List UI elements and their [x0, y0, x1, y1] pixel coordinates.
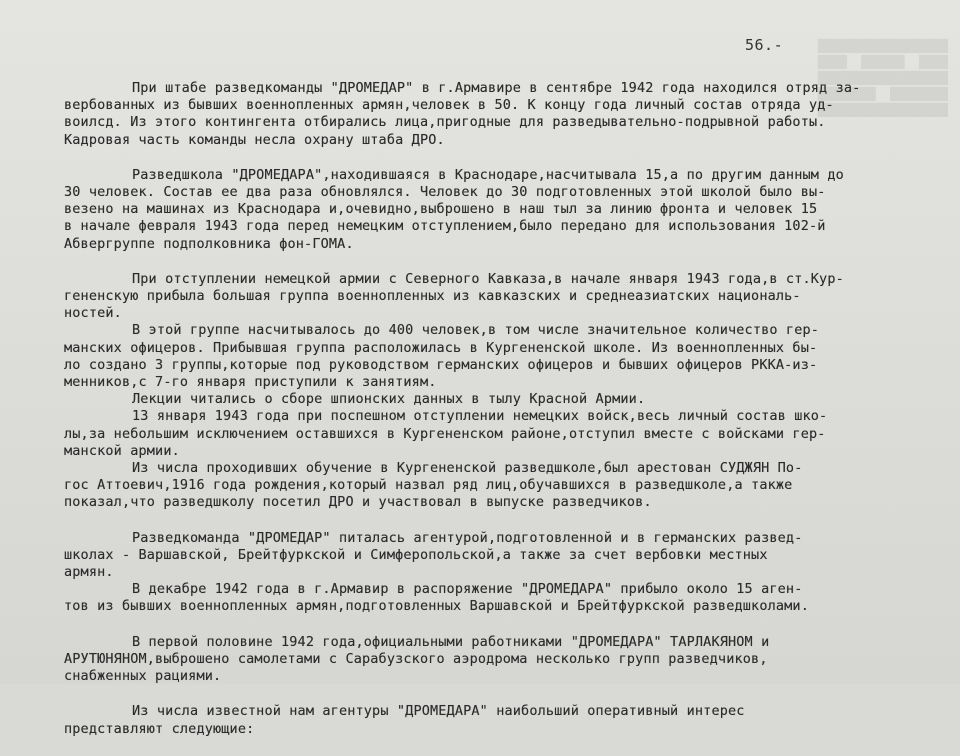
text-line: При штабе разведкоманды "ДРОМЕДАР" в г.Армавире в сентябре 1942 года находился отряд за- [132, 80, 861, 96]
text-line: 13 января 1943 года при поспешном отступлении немецких войск,весь личный состав шко- [132, 408, 828, 425]
text-line: манской армии. [64, 442, 180, 459]
page-number: 56.- [745, 36, 784, 54]
paragraph-9 [64, 581, 876, 615]
text-line: показал,что разведшколу посетил ДРО и участвовал в выпуске разведчиков. [64, 494, 652, 511]
text-line: тов из бывших военнопленных армян,подготовленных Варшавской и Брейтфуркской разведшколами. [64, 598, 809, 615]
text-line: ностей. [64, 305, 122, 322]
text-line: снабженных рациями. [64, 668, 222, 685]
text-line: Лекции читались о сборе шпионских данных в тылу Красной Армии. [132, 391, 646, 408]
text-line: лы,за небольшим исключением оставшихся в Кургененском районе,отступил вместе с войсками гер- [64, 425, 826, 442]
paragraph-11 [64, 703, 876, 737]
text-line: армян. [64, 564, 114, 581]
text-line: 30 человек. Состав ее два раза обновлялся. Человек до 30 подготовленных этой школой было вы- [64, 184, 826, 201]
paragraph-8 [64, 530, 876, 582]
text-line: ло создано 3 группы,которые под руководством германских офицеров и бывших офицеров РККА-из- [64, 356, 818, 373]
paragraph-1 [64, 80, 876, 149]
text-line: гененскую прибыла большая группа военнопленных из кавказских и среднеазиатских националь- [64, 288, 801, 305]
text-line: представляют следующие: [64, 720, 255, 737]
text-line: При отступлении немецкой армии с Северного Кавказа,в начале января 1943 года,в ст.Кур- [132, 270, 844, 287]
paragraph-6 [64, 408, 876, 460]
text-line: гос Аттоевич,1916 года рождения,который назвал ряд лиц,обучавшихся в разведшколе,а также [64, 477, 793, 494]
bleed-through-texture: ██████████████████ ████ ██████ ████ ██████████████████ ████████ ████████ ██████████████████ [817, 39, 948, 117]
text-line: Из числа проходивших обучение в Кургененской разведшколе,был арестован СУДЖЯН По- [132, 460, 803, 477]
text-line: Абвергруппе подполковника фон-ГОМА. [64, 235, 354, 252]
text-line: везено на машинах из Краснодара и,очевидно,выброшено в наш тыл за линию фронта и человек 15 [64, 201, 818, 218]
paragraph-5 [64, 391, 876, 408]
paragraph-4 [64, 322, 876, 391]
text-line: В первой половине 1942 года,официальными работниками "ДРОМЕДАРА" ТАРЛАКЯНОМ и [132, 633, 770, 650]
text-line: Разведкоманда "ДРОМЕДАР" питалась агентурой,подготовленной и в германских развед- [132, 529, 803, 546]
text-line: В декабре 1942 года в г.Армавир в распоряжение "ДРОМЕДАРА" прибыло около 15 аген- [132, 581, 803, 598]
paragraph-3 [64, 271, 876, 323]
document-body [64, 80, 876, 756]
text-line: менников,с 7-го января приступили к занятиям. [64, 374, 437, 391]
text-line: манских офицеров. Прибывшая группа расположилась в Кургененской школе. Из военнопленных бы- [64, 339, 818, 356]
text-line: Кадровая часть команды несла охрану штаба ДРО. [64, 131, 445, 148]
paragraph-7 [64, 460, 876, 512]
text-line: Разведшкола "ДРОМЕДАРА",находившаяся в Краснодаре,насчитывала 15,а по другим данным до [132, 166, 844, 183]
text-line: В этой группе насчитывалось до 400 человек,в том числе значительное количество гер- [132, 322, 820, 339]
paragraph-2 [64, 167, 876, 253]
text-line: Из числа известной нам агентуры "ДРОМЕДАРА" наибольший оперативный интерес [132, 703, 745, 720]
text-line: в начале февраля 1943 года перед немецким отступлением,было передано для использования 102-й [64, 218, 826, 235]
paragraph-10 [64, 634, 876, 686]
text-line: школах - Варшавской, Брейтфуркской и Симферопольской,а также за счет вербовки местных [64, 546, 768, 563]
text-line: вербованных из бывших военнопленных армян,человек в 50. К концу года личный состав отряда уд- [64, 97, 834, 114]
text-line: воилсд. Из этого контингента отбирались лица,пригодные для разведывательно-подрывной работы. [64, 114, 826, 131]
text-line: АРУТЮНЯНОМ,выброшено самолетами с Сарабузского аэродрома несколько групп разведчиков, [64, 650, 768, 667]
